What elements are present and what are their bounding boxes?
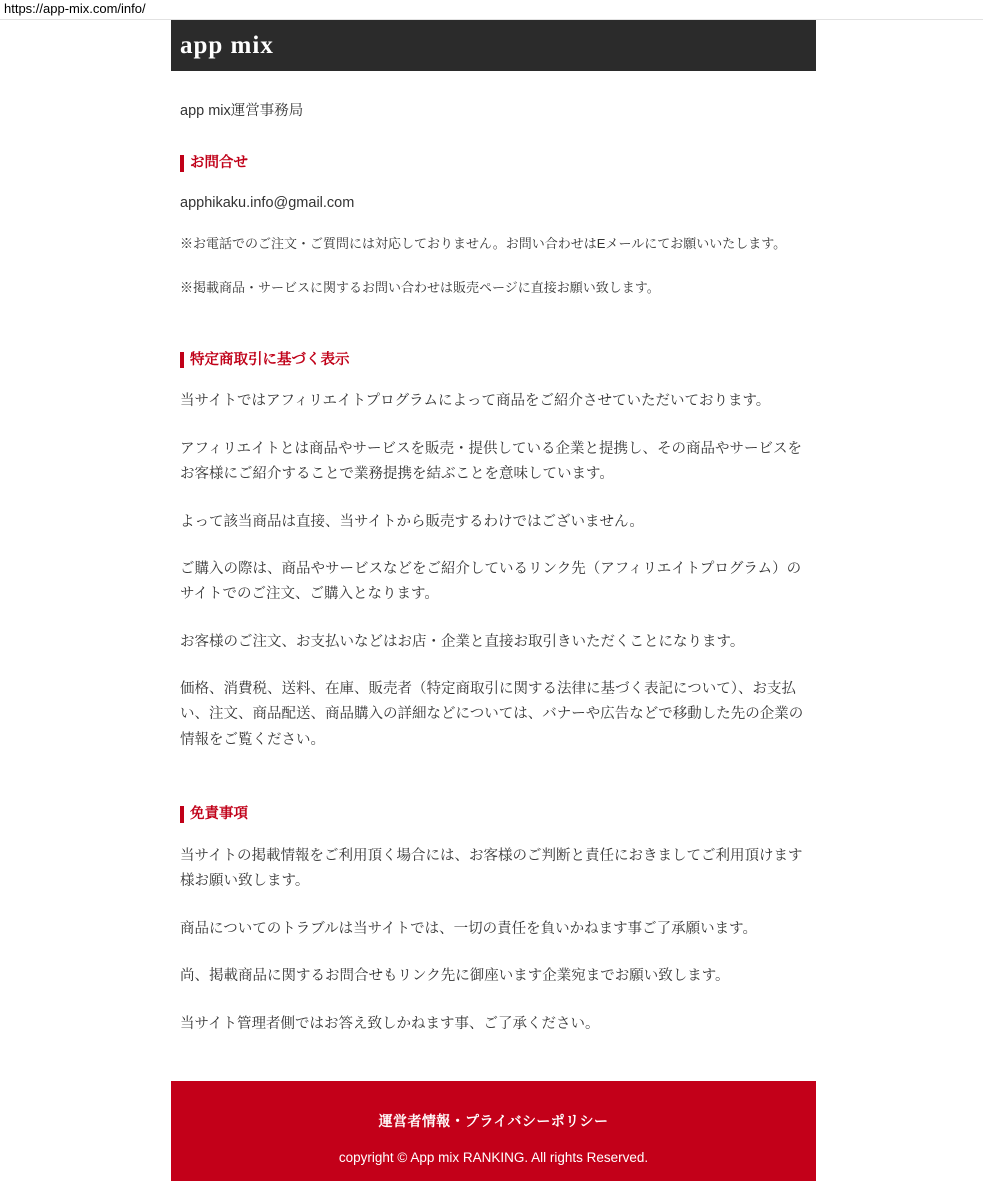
contact-note-1: ※お電話でのご注文・ご質問には対応しておりません。お問い合わせはEメールにてお願いいたします。 <box>180 236 787 252</box>
browser-url-bar[interactable]: https://app-mix.com/info/ <box>0 0 983 20</box>
disclaimer-paragraph-3: 尚、掲載商品に関するお問合せもリンク先に御座います企業宛までお願い致します。 <box>180 968 730 985</box>
section-heading-disclaimer: 免責事項 <box>180 805 807 824</box>
footer-privacy-link[interactable]: 運営者情報・プライバシーポリシー <box>378 1112 609 1129</box>
legal-paragraph-2: アフィリエイトとは商品やサービスを販売・提供している企業と提携し、その商品やサービスをお客様にご紹介することで業務提携を結ぶことを意味しています。 <box>180 440 803 483</box>
legal-paragraph-3: よって該当商品は直接、当サイトから販売するわけではございません。 <box>180 513 644 530</box>
disclaimer-paragraph-4: 当サイト管理者側ではお答え致しかねます事、ご了承ください。 <box>180 1015 600 1032</box>
section-heading-contact: お問合せ <box>180 154 807 173</box>
legal-paragraph-1: 当サイトではアフィリエイトプログラムによって商品をご紹介させていただいております。 <box>180 393 771 410</box>
content-column <box>171 20 816 1181</box>
legal-paragraph-6: 価格、消費税、送料、在庫、販売者（特定商取引に関する法律に基づく表記について）、お支払い、注文、商品配送、商品購入の詳細などについては、バナーや広告などで移動した先の企業の情報をご覧ください。 <box>180 681 804 748</box>
main-content <box>171 100 816 1037</box>
footer-copyright: copyright © App mix RANKING. All rights Reserved. <box>338 1149 649 1165</box>
contact-email[interactable]: apphikaku.info@gmail.com <box>180 195 355 212</box>
legal-paragraph-5: お客様のご注文、お支払いなどはお店・企業と直接お取引きいただくことになります。 <box>180 633 745 650</box>
site-footer <box>171 1081 816 1181</box>
section-heading-legal: 特定商取引に基づく表示 <box>180 351 807 370</box>
operator-name: app mix運営事務局 <box>180 103 304 119</box>
contact-note-2: ※掲載商品・サービスに関するお問い合わせは販売ページに直接お願い致します。 <box>180 279 660 295</box>
page-body <box>0 20 983 1165</box>
disclaimer-paragraph-2: 商品についてのトラブルは当サイトでは、一切の責任を負いかねます事ご了承願います。 <box>180 920 757 937</box>
legal-paragraph-4: ご購入の際は、商品やサービスなどをご紹介しているリンク先（アフィリエイトプログラム）のサイトでのご注文、ご購入となります。 <box>180 560 802 603</box>
site-header <box>171 20 816 71</box>
site-logo-title[interactable]: app mix <box>180 31 274 59</box>
disclaimer-paragraph-1: 当サイトの掲載情報をご利用頂く場合には、お客様のご判断と責任におきましてご利用頂けます様お願い致します。 <box>180 848 803 890</box>
